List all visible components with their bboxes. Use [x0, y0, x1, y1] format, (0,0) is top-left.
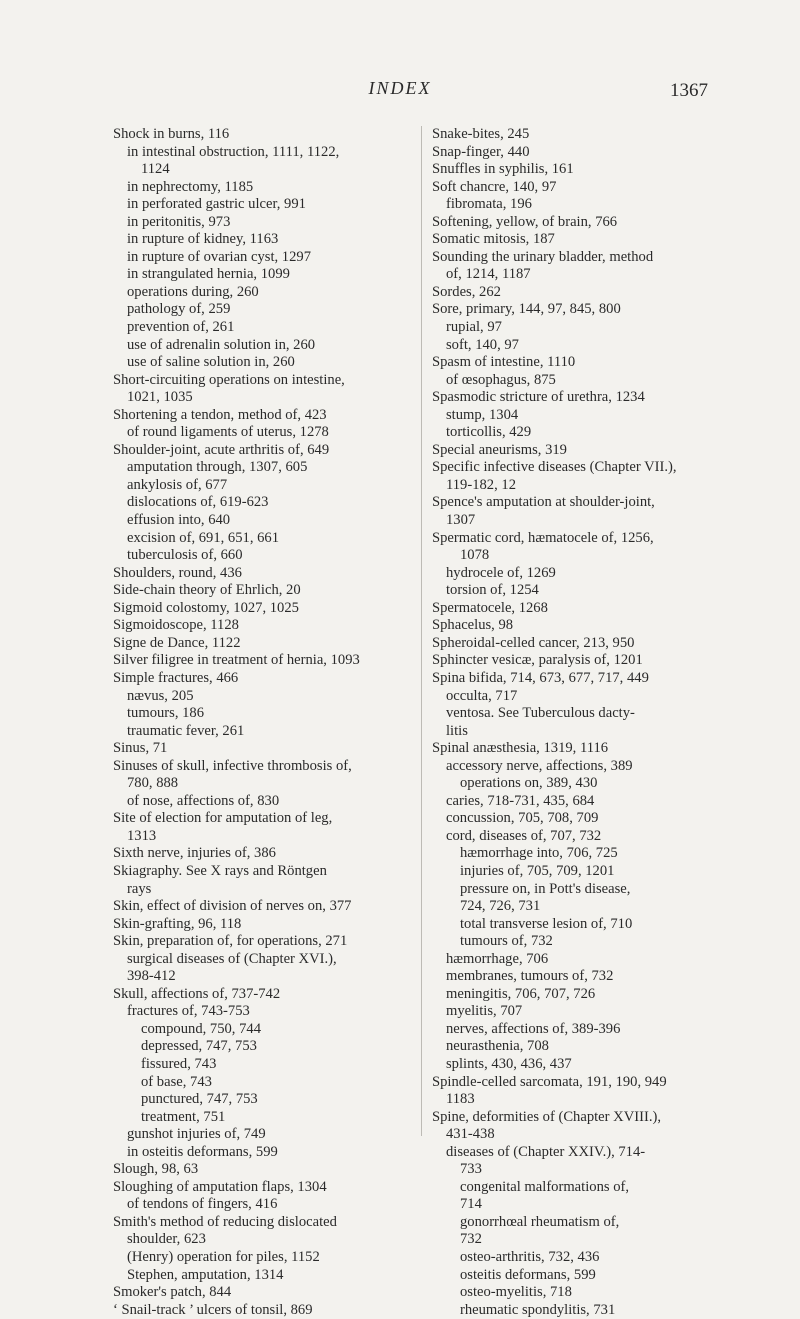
index-entry: Specific infective diseases (Chapter VII.),: [432, 459, 677, 476]
index-entry: in peritonitis, 973: [127, 213, 231, 230]
index-entry: 1078: [460, 547, 490, 564]
index-entry: Snuffles in syphilis, 161: [432, 161, 574, 178]
index-entry: Stephen, amputation, 1314: [127, 1266, 284, 1283]
index-entry: Spinal anæsthesia, 1319, 1116: [432, 740, 609, 757]
index-entry: stump, 1304: [446, 406, 519, 423]
index-entry: Shortening a tendon, method of, 423: [113, 406, 327, 423]
index-entry: traumatic fever, 261: [127, 722, 245, 739]
index-column-right: [432, 126, 732, 1319]
index-entry: ‘ Snail-track ’ ulcers of tonsil, 869: [113, 1301, 313, 1318]
index-entry: surgical diseases of (Chapter XVI.),: [127, 950, 337, 967]
index-entry: punctured, 747, 753: [141, 1091, 258, 1108]
index-entry: Sore, primary, 144, 97, 845, 800: [432, 301, 621, 318]
column-divider: [421, 126, 422, 1136]
index-entry: Shoulder-joint, acute arthritis of, 649: [113, 441, 330, 458]
index-entry: Sinuses of skull, infective thrombosis of,: [113, 757, 352, 774]
index-entry: excision of, 691, 651, 661: [127, 529, 280, 546]
page-number: 1367: [670, 80, 708, 101]
index-entry: ankylosis of, 677: [127, 476, 228, 493]
index-entry: accessory nerve, affections, 389: [446, 757, 633, 774]
index-entry: of round ligaments of uterus, 1278: [127, 424, 329, 441]
index-entry: Softening, yellow, of brain, 766: [432, 213, 618, 230]
index-entry: of, 1214, 1187: [446, 266, 531, 283]
index-entry: Sordes, 262: [432, 283, 501, 300]
index-entry: Site of election for amputation of leg,: [113, 810, 333, 827]
index-entry: operations during, 260: [127, 283, 259, 300]
index-entry: Sigmoid colostomy, 1027, 1025: [113, 599, 299, 616]
index-entry: prevention of, 261: [127, 319, 235, 336]
page-header: [0, 78, 800, 108]
index-entry: rupial, 97: [446, 319, 502, 336]
index-entry: 1021, 1035: [127, 389, 193, 406]
index-entry: Shoulders, round, 436: [113, 564, 242, 581]
running-head: INDEX: [368, 78, 432, 98]
index-entry: of tendons of fingers, 416: [127, 1196, 278, 1213]
index-entry: in nephrectomy, 1185: [127, 178, 254, 195]
index-entry: nerves, affections of, 389-396: [446, 1020, 621, 1037]
index-entry: concussion, 705, 708, 709: [446, 810, 599, 827]
index-entry: Skiagraphy. See X rays and Röntgen: [113, 862, 327, 879]
index-entry: diseases of (Chapter XXIV.), 714-: [446, 1143, 646, 1160]
index-entry: Sigmoidoscope, 1128: [113, 617, 239, 634]
index-entry: in rupture of kidney, 1163: [127, 231, 279, 248]
index-entry: nævus, 205: [127, 687, 194, 704]
index-entry: of nose, affections of, 830: [127, 792, 280, 809]
index-entry: Spermatic cord, hæmatocele of, 1256,: [432, 529, 654, 546]
index-entry: Shock in burns, 116: [113, 126, 230, 142]
index-entry: Sounding the urinary bladder, method: [432, 248, 654, 265]
index-entry: (Henry) operation for piles, 1152: [127, 1249, 320, 1265]
index-entry: depressed, 747, 753: [141, 1038, 257, 1055]
index-entry: Special aneurisms, 319: [432, 441, 567, 458]
index-entry: hæmorrhage, 706: [446, 950, 549, 967]
index-entry: treatment, 751: [141, 1108, 226, 1125]
index-entry: cord, diseases of, 707, 732: [446, 827, 602, 844]
index-entry: of base, 743: [141, 1073, 212, 1090]
index-entry: 724, 726, 731: [460, 898, 541, 915]
index-entry: osteitis deformans, 599: [460, 1266, 596, 1283]
index-entry: Skull, affections of, 737-742: [113, 985, 281, 1002]
index-entry: 119-182, 12: [446, 476, 516, 493]
index-entry: rheumatic spondylitis, 731: [460, 1301, 616, 1318]
index-entry: Skin, preparation of, for operations, 271: [113, 933, 348, 950]
index-entry: Sixth nerve, injuries of, 386: [113, 845, 276, 862]
index-entry: 714: [460, 1196, 482, 1213]
index-entry: tuberculosis of, 660: [127, 547, 243, 564]
index-entry: Spence's amputation at shoulder-joint,: [432, 494, 655, 511]
index-entry: Skin, effect of division of nerves on, 377: [113, 898, 352, 915]
index-entry: operations on, 389, 430: [460, 775, 598, 792]
index-entry: Simple fractures, 466: [113, 669, 239, 686]
index-entry: ventosa. See Tuberculous dacty-: [446, 705, 635, 722]
index-entry: torsion of, 1254: [446, 582, 539, 599]
index-entry: neurasthenia, 708: [446, 1038, 549, 1055]
index-entry: 732: [460, 1231, 482, 1248]
index-entry: Soft chancre, 140, 97: [432, 178, 557, 195]
index-entry: hydrocele of, 1269: [446, 564, 556, 581]
index-entry: tumours of, 732: [460, 933, 553, 950]
index-entry: splints, 430, 436, 437: [446, 1055, 572, 1072]
index-entry: in strangulated hernia, 1099: [127, 266, 290, 283]
index-entry: in rupture of ovarian cyst, 1297: [127, 248, 311, 265]
index-entry: Spermatocele, 1268: [432, 599, 548, 616]
index-entry: meningitis, 706, 707, 726: [446, 985, 596, 1002]
index-entry: Spina bifida, 714, 673, 677, 717, 449: [432, 669, 649, 686]
index-entry: caries, 718-731, 435, 684: [446, 792, 595, 809]
index-entry: Slough, 98, 63: [113, 1161, 199, 1178]
index-entry: membranes, tumours of, 732: [446, 968, 614, 985]
index-entry: of œsophagus, 875: [446, 371, 556, 388]
index-entry: in intestinal obstruction, 1111, 1122,: [127, 143, 340, 160]
index-entry: Spasm of intestine, 1110: [432, 354, 576, 371]
index-entry: Smith's method of reducing dislocated: [113, 1213, 337, 1230]
index-entry: 733: [460, 1161, 482, 1178]
index-entry: Short-circuiting operations on intestine,: [113, 371, 345, 388]
index-entry: use of adrenalin solution in, 260: [127, 336, 316, 353]
index-entry: Snap-finger, 440: [432, 143, 530, 160]
index-entry: osteo-myelitis, 718: [460, 1284, 572, 1301]
index-entry: Sphincter vesicæ, paralysis of, 1201: [432, 652, 643, 669]
index-entry: rays: [127, 880, 152, 897]
index-entry: fibromata, 196: [446, 196, 532, 213]
index-entry: gunshot injuries of, 749: [127, 1126, 266, 1143]
index-entry: Spindle-celled sarcomata, 191, 190, 949: [432, 1073, 667, 1090]
index-entry: compound, 750, 744: [141, 1020, 261, 1037]
index-entry: soft, 140, 97: [446, 336, 519, 353]
index-column-left: [113, 126, 405, 1319]
index-entry: gonorrhœal rheumatism of,: [460, 1213, 620, 1230]
index-entry: congenital malformations of,: [460, 1178, 629, 1195]
index-entry: effusion into, 640: [127, 512, 231, 529]
index-entry: Spasmodic stricture of urethra, 1234: [432, 389, 645, 406]
index-entry: litis: [446, 722, 468, 739]
index-entry: Signe de Dance, 1122: [113, 634, 241, 651]
index-entry: Smoker's patch, 844: [113, 1284, 232, 1301]
index-entry: 431-438: [446, 1126, 495, 1143]
index-entry: in osteitis deformans, 599: [127, 1143, 278, 1160]
index-entry: dislocations of, 619-623: [127, 494, 269, 511]
index-entry: 1183: [446, 1091, 475, 1108]
index-entry: osteo-arthritis, 732, 436: [460, 1249, 600, 1265]
index-entry: Somatic mitosis, 187: [432, 231, 555, 248]
index-entry: myelitis, 707: [446, 1003, 523, 1020]
index-entry: 398-412: [127, 968, 176, 985]
index-entry: pathology of, 259: [127, 301, 231, 318]
index-entry: Spine, deformities of (Chapter XVIII.),: [432, 1108, 661, 1125]
index-entry: use of saline solution in, 260: [127, 354, 295, 371]
index-entry: in perforated gastric ulcer, 991: [127, 196, 306, 213]
index-entry: torticollis, 429: [446, 424, 532, 441]
index-entry: 1313: [127, 827, 157, 844]
index-entry: Sinus, 71: [113, 740, 168, 757]
index-entry: Silver filigree in treatment of hernia, 1093: [113, 652, 360, 669]
index-entry: 780, 888: [127, 775, 179, 792]
index-entry: occulta, 717: [446, 687, 518, 704]
index-entry: hæmorrhage into, 706, 725: [460, 845, 618, 862]
index-entry: fractures of, 743-753: [127, 1003, 250, 1020]
index-entry: fissured, 743: [141, 1055, 217, 1072]
index-entry: 1307: [446, 512, 476, 529]
index-entry: total transverse lesion of, 710: [460, 915, 633, 932]
index-entry: shoulder, 623: [127, 1231, 206, 1248]
index-entry: injuries of, 705, 709, 1201: [460, 862, 615, 879]
index-entry: Sphacelus, 98: [432, 617, 514, 634]
index-entry: 1124: [141, 161, 170, 178]
index-entry: Sloughing of amputation flaps, 1304: [113, 1178, 327, 1195]
index-entry: Skin-grafting, 96, 118: [113, 915, 242, 932]
index-entry: Side-chain theory of Ehrlich, 20: [113, 582, 301, 599]
index-entry: pressure on, in Pott's disease,: [460, 880, 631, 897]
index-entry: Spheroidal-celled cancer, 213, 950: [432, 634, 635, 651]
index-entry: Snake-bites, 245: [432, 126, 530, 142]
index-entry: tumours, 186: [127, 705, 205, 722]
index-entry: amputation through, 1307, 605: [127, 459, 308, 476]
